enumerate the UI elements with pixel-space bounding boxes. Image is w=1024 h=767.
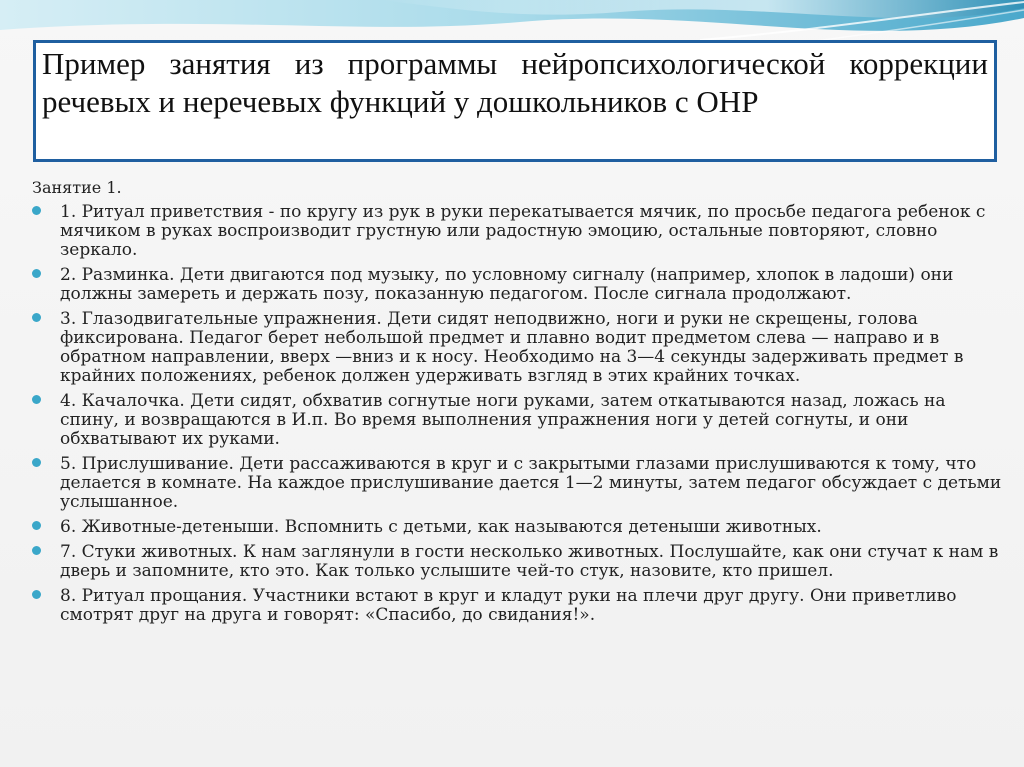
bullet-icon [32, 313, 41, 322]
title-box [33, 40, 997, 162]
bullet-icon [32, 590, 41, 599]
slide-content [32, 178, 1002, 631]
slide-title: Пример занятия из программы нейропсихологической коррекции речевых и неречевых функций у дошкольников с ОНР [42, 46, 988, 119]
list-item-text: 2. Разминка. Дети двигаются под музыку, по условному сигналу (например, хлопок в ладоши) они должны замереть и держать позу, показанную педагогом. После сигнала продолжают. [60, 265, 954, 304]
lesson-steps-list [32, 203, 1002, 625]
list-item [32, 518, 1002, 537]
list-item [32, 587, 1002, 625]
list-item-text: 8. Ритуал прощания. Участники встают в круг и кладут руки на плечи друг другу. Они приветливо смотрят друг на друга и говорят: «Спасибо, до свидания!». [60, 586, 957, 625]
list-item [32, 455, 1002, 512]
list-item [32, 203, 1002, 260]
bullet-icon [32, 546, 41, 555]
list-item-text: 1. Ритуал приветствия - по кругу из рук в руки перекатывается мячик, по просьбе педагога ребенок с мячиком в руках воспроизводит грустную или радостную эмоцию, остальные повторяют, словно зеркало. [60, 202, 986, 260]
bullet-icon [32, 458, 41, 467]
list-item [32, 543, 1002, 581]
list-item-text: 3. Глазодвигательные упражнения. Дети сидят неподвижно, ноги и руки не скрещены, голова фиксирована. Педагог берет небольшой предмет и плавно водит предметом слева — направо и в обратном направлении, вверх —вниз и к носу. Необходимо на 3—4 секунды задерживать предмет в крайних положениях, ребенок должен удерживать взгляд в этих крайних точках. [60, 309, 964, 386]
bullet-icon [32, 269, 41, 278]
list-item-text: 6. Животные-детеныши. Вспомнить с детьми, как называются детеныши животных. [60, 517, 822, 537]
list-item [32, 392, 1002, 449]
lesson-label: Занятие 1. [32, 178, 122, 197]
list-item-text: 4. Качалочка. Дети сидят, обхватив согнутые ноги руками, затем откатываются назад, ложась на спину, и возвращаются в И.п. Во время выполнения упражнения ноги у детей согнуты, и они обхватывают их руками. [60, 391, 946, 449]
bullet-icon [32, 521, 41, 530]
bullet-icon [32, 206, 41, 215]
list-item [32, 310, 1002, 386]
list-item-text: 7. Стуки животных. К нам заглянули в гости несколько животных. Послушайте, как они стучат к нам в дверь и запомните, кто это. Как только услышите чей-то стук, назовите, кто пришел. [60, 542, 999, 581]
bullet-icon [32, 395, 41, 404]
list-item [32, 266, 1002, 304]
list-item-text: 5. Прислушивание. Дети рассаживаются в круг и с закрытыми глазами прислушиваются к тому, что делается в комнате. На каждое прислушивание дается 1—2 минуты, затем педагог обсуждает с детьми услышанное. [60, 454, 1002, 512]
